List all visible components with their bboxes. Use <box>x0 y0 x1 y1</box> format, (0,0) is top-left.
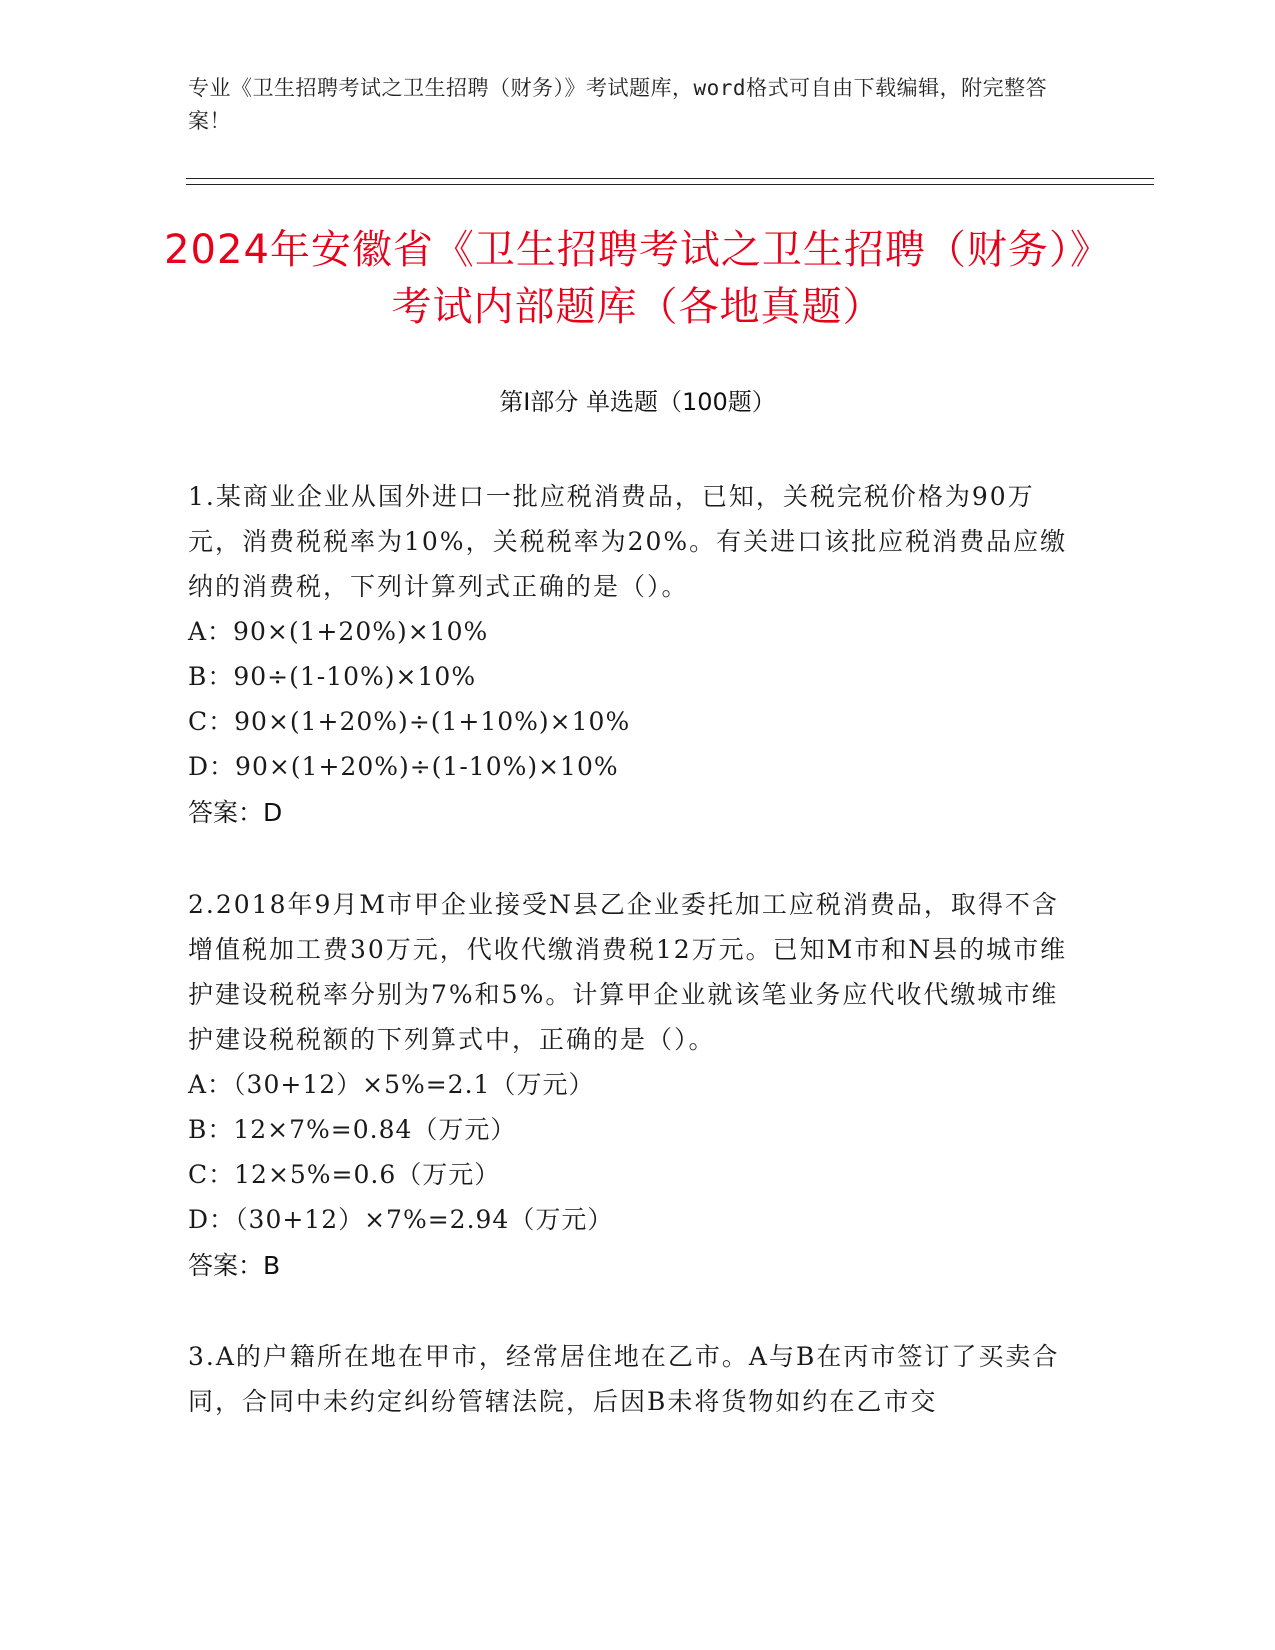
question-block <box>188 1334 1078 1424</box>
question-block <box>188 474 1078 837</box>
section-heading: 第Ⅰ部分 单选题（100题） <box>499 388 776 416</box>
option-a: A：（30+12）×5%=2.1（万元） <box>188 1070 595 1099</box>
option-d: D：90×(1+20%)÷(1-10%)×10% <box>188 752 619 781</box>
header-divider-second <box>186 184 1154 185</box>
answer-line: 答案：D <box>188 798 283 827</box>
header-text: 专业《卫生招聘考试之卫生招聘（财务）》考试题库，word格式可自由下载编辑，附完整答案！ <box>188 76 1048 133</box>
option-c: C：12×5%=0.6（万元） <box>188 1160 501 1189</box>
header-divider <box>186 178 1154 179</box>
option-b: B：12×7%=0.84（万元） <box>188 1115 517 1144</box>
document-title: 2024年安徽省《卫生招聘考试之卫生招聘（财务）》考试内部题库（各地真题） <box>164 227 1111 330</box>
option-a: A：90×(1+20%)×10% <box>188 617 489 646</box>
document-header <box>188 72 1068 138</box>
option-c: C：90×(1+20%)÷(1+10%)×10% <box>188 707 631 736</box>
answer-line: 答案：B <box>188 1251 281 1280</box>
question-stem: 3.A的户籍所在地在甲市，经常居住地在乙市。A与B在丙市签订了买卖合同，合同中未约定纠纷管辖法院，后因B未将货物如约在乙市交 <box>188 1342 1060 1416</box>
option-d: D：（30+12）×7%=2.94（万元） <box>188 1205 614 1234</box>
question-block <box>188 882 1078 1290</box>
option-b: B：90÷(1-10%)×10% <box>188 662 477 691</box>
question-stem: 2.2018年9月M市甲企业接受N县乙企业委托加工应税消费品，取得不含增值税加工费30万元，代收代缴消费税12万元。已知M市和N县的城市维护建设税税率分别为7%和5%。计算甲企业就该笔业务应代收代缴城市维护建设税税额的下列算式中，正确的是（）。 <box>188 890 1068 1054</box>
question-stem: 1.某商业企业从国外进口一批应税消费品，已知，关税完税价格为90万元，消费税税率为10%，关税税率为20%。有关进口该批应税消费品应缴纳的消费税，下列计算列式正确的是（）。 <box>188 482 1068 601</box>
